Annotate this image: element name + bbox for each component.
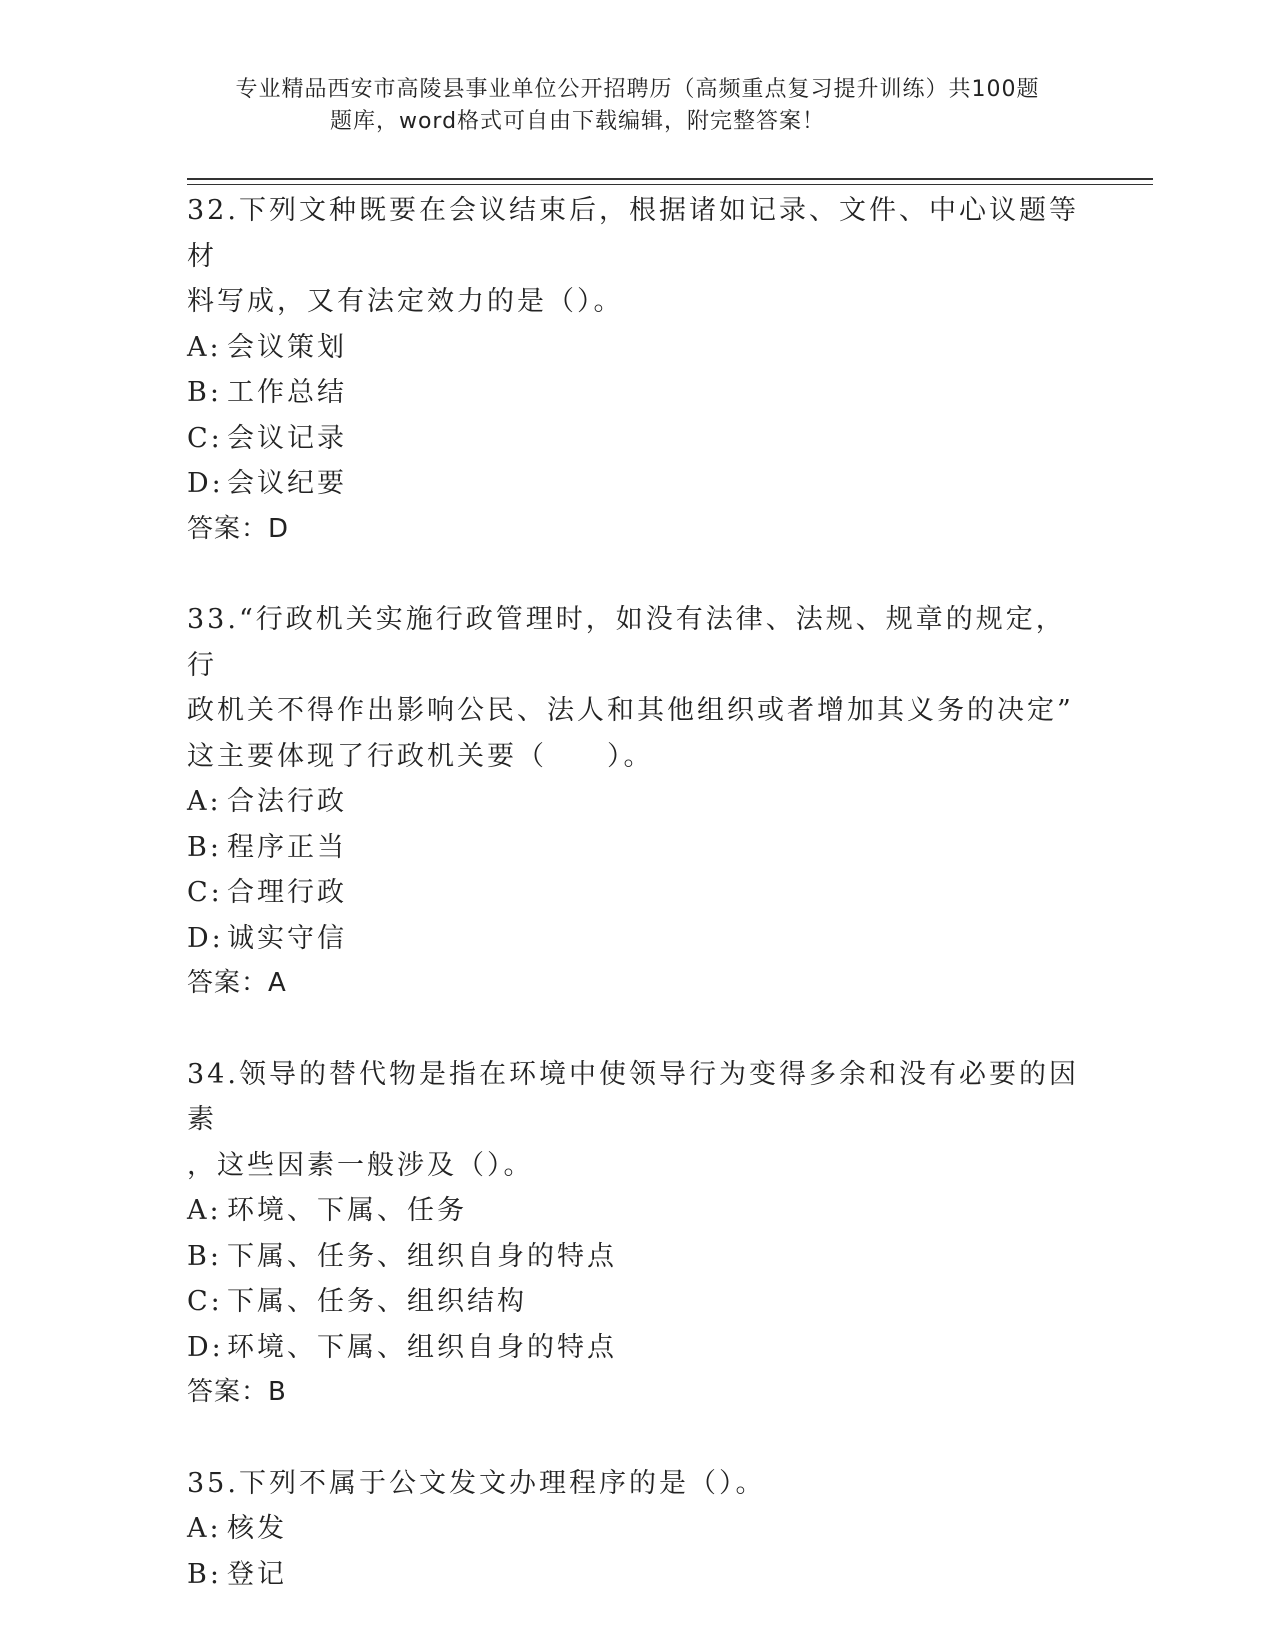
- question-spacer: [187, 552, 1087, 597]
- question-text-line: 35.下列不属于公文发文办理程序的是（）。: [187, 1467, 766, 1499]
- option-a: [187, 779, 1087, 825]
- option-d: [187, 916, 1087, 962]
- answer-line: 答案：A: [187, 968, 287, 998]
- option-letter: B:: [187, 1240, 222, 1272]
- option-a: [187, 1188, 1087, 1234]
- option-c: [187, 870, 1087, 916]
- option-b: [187, 370, 1087, 416]
- question-spacer: [187, 1007, 1087, 1052]
- option-text: 工作总结: [227, 377, 347, 408]
- option-letter: C:: [187, 422, 223, 454]
- header-divider-thin: [187, 184, 1153, 185]
- header-title-line-1: 专业精品西安市高陵县事业单位公开招聘历（高频重点复习提升训练）共100题: [235, 77, 1040, 102]
- question-35: [187, 1461, 1087, 1598]
- header-title-line-2: 题库，word格式可自由下载编辑，附完整答案！: [329, 109, 826, 134]
- option-text: 环境、下属、组织自身的特点: [227, 1331, 617, 1363]
- answer-line: 答案：D: [187, 513, 290, 544]
- option-text: 合理行政: [227, 877, 347, 908]
- question-text-line: ，这些因素一般涉及（）。: [187, 1149, 534, 1181]
- question-text-line: 政机关不得作出影响公民、法人和其他组织或者增加其义务的决定”: [187, 695, 1074, 726]
- option-text: 会议纪要: [227, 468, 347, 499]
- question-text-line: 这主要体现了行政机关要（ ）。: [187, 740, 654, 772]
- answer-line: 答案：B: [187, 1377, 287, 1407]
- document-header: [0, 74, 1275, 138]
- question-33: [187, 597, 1087, 1007]
- question-32: [187, 188, 1087, 552]
- option-a: [187, 325, 1087, 371]
- option-letter: A:: [187, 786, 222, 817]
- question-text-line: 34.领导的替代物是指在环境中使领导行为变得多余和没有必要的因素: [187, 1058, 1079, 1135]
- option-text: 会议策划: [227, 331, 347, 363]
- option-c: [187, 1279, 1087, 1325]
- question-list: [187, 188, 1087, 1597]
- option-text: 诚实守信: [227, 922, 347, 954]
- option-letter: B:: [187, 831, 222, 863]
- option-text: 合法行政: [227, 786, 347, 817]
- option-text: 登记: [227, 1558, 287, 1590]
- option-a: [187, 1506, 1087, 1552]
- option-c: [187, 416, 1087, 462]
- option-b: [187, 825, 1087, 871]
- question-34: [187, 1052, 1087, 1416]
- option-text: 下属、任务、组织自身的特点: [227, 1240, 617, 1272]
- question-text-line: 32.下列文种既要在会议结束后，根据诸如记录、文件、中心议题等材: [187, 195, 1079, 272]
- question-spacer: [187, 1416, 1087, 1461]
- option-text: 会议记录: [227, 422, 347, 454]
- option-text: 核发: [227, 1513, 287, 1544]
- option-letter: A:: [187, 1513, 222, 1544]
- option-text: 程序正当: [227, 831, 347, 863]
- option-text: 下属、任务、组织结构: [227, 1286, 527, 1317]
- option-letter: B:: [187, 1558, 222, 1590]
- option-letter: D:: [187, 922, 224, 954]
- question-text-line: 料写成，又有法定效力的是（）。: [187, 286, 624, 317]
- option-d: [187, 461, 1087, 507]
- option-letter: A:: [187, 331, 222, 363]
- header-divider-thick: [187, 178, 1153, 180]
- option-b: [187, 1234, 1087, 1280]
- option-letter: D:: [187, 468, 224, 499]
- option-letter: C:: [187, 877, 223, 908]
- option-d: [187, 1325, 1087, 1371]
- option-letter: C:: [187, 1286, 223, 1317]
- option-letter: D:: [187, 1331, 224, 1363]
- option-b: [187, 1552, 1087, 1598]
- option-text: 环境、下属、任务: [227, 1195, 467, 1226]
- question-text-line: 33.“行政机关实施行政管理时，如没有法律、法规、规章的规定，行: [187, 604, 1066, 681]
- option-letter: A:: [187, 1195, 222, 1226]
- option-letter: B:: [187, 377, 222, 408]
